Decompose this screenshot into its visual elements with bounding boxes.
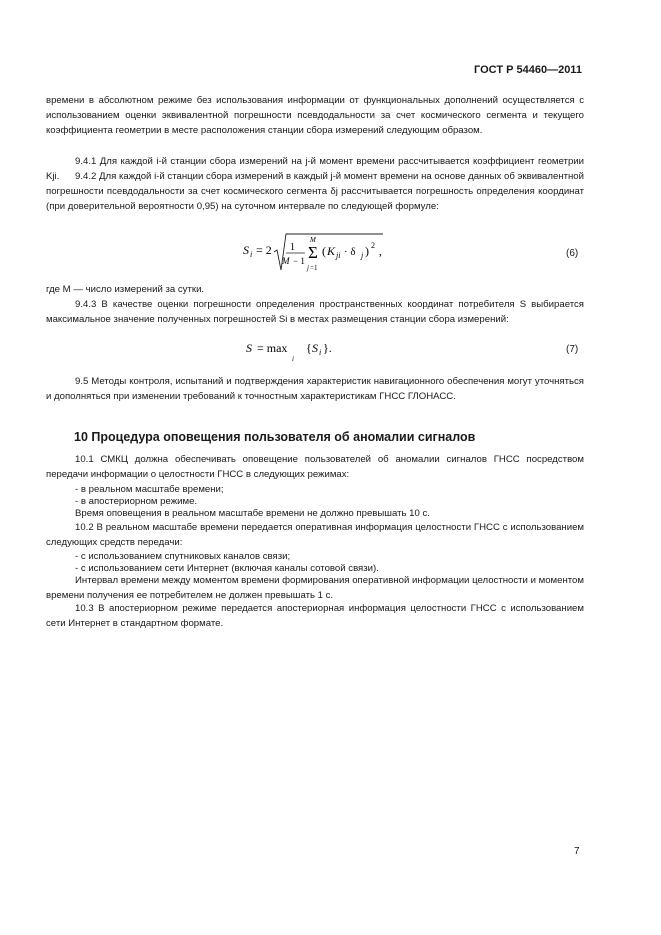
list-item-realtime: - в реальном масштабе времени; xyxy=(75,484,224,495)
equation-6 xyxy=(243,230,393,274)
svg-text:i: i xyxy=(292,355,294,363)
svg-text:S: S xyxy=(243,243,249,257)
svg-text:=1: =1 xyxy=(310,264,318,272)
list-item-internet: - с использованием сети Интернет (включая каналы сотовой связи). xyxy=(75,563,379,574)
equation-6-formula xyxy=(243,230,393,276)
svg-text:K: K xyxy=(327,244,336,258)
svg-text:j: j xyxy=(361,251,364,260)
realtime-notification-limit: Время оповещения в реальном масштабе времени не должно превышать 10 с. xyxy=(75,508,430,519)
equation-7 xyxy=(246,341,346,368)
paragraph-continued: времени в абсолютном режиме без использования информации от функциональных дополнений осуществляется с использованием оценки эквивалентной погрешности псевдодальности за счет космического сегмента и текущего коэффициента геометрии в месте расположения станции сбора измерений следующим образом. xyxy=(46,95,584,137)
svg-text:(: ( xyxy=(322,244,326,258)
list-item-satellite: - с использованием спутниковых каналов связи; xyxy=(75,551,291,562)
paragraph-9-5: 9.5 Методы контроля, испытаний и подтверждения характеристик навигационного обеспечения могут уточняться и дополняться при изменении требований к точностным характеристикам ГНСС ГЛОНАСС. xyxy=(46,376,584,403)
section-10-heading: 10 Процедура оповещения пользователя об аномалии сигналов xyxy=(74,430,476,444)
paragraph-10-2: 10.2 В реальном масштабе времени передается оперативная информация целостности ГНСС с использованием следующих средств передачи: xyxy=(46,522,584,549)
paragraph-9-4-3: 9.4.3 В качестве оценки погрешности определения пространственных координат потребителя S выбирается максимальное значение полученных погрешностей Si в местах размещения станции сбора измерений: xyxy=(46,299,584,326)
equation-7-number: (7) xyxy=(566,344,579,355)
page-number: 7 xyxy=(574,846,580,857)
svg-text:}.: }. xyxy=(323,341,332,355)
paragraph-interval: Интервал времени между моментом времени формирования оперативной информации целостности и моментом времени получения ее потребителем не должен превышать 1 с. xyxy=(46,575,584,602)
svg-text:· δ: · δ xyxy=(344,246,356,258)
svg-text:2: 2 xyxy=(371,241,375,250)
paragraph-9-4-2: 9.4.2 Для каждой i-й станции сбора измерений в каждый j-й момент времени на основе данных об эквивалентной погрешности псевдодальности за счет космического сегмента δj рассчитывается погрешность определения координат (при доверительной вероятности 0,95) на суточном интервале по следующей формуле: xyxy=(46,171,584,213)
where-clause: где M — число измерений за сутки. xyxy=(46,284,205,295)
svg-text:ji: ji xyxy=(336,251,341,260)
svg-text:i: i xyxy=(250,250,253,259)
standard-header: ГОСТ Р 54460—2011 xyxy=(474,64,582,76)
svg-text:i: i xyxy=(319,348,322,357)
svg-text:Σ: Σ xyxy=(308,243,318,262)
paragraph-9-4-1: 9.4.1 Для каждой i-й станции сбора измерений на j-й момент времени рассчитывается коэффициент геометрии Kji. xyxy=(46,156,584,183)
svg-text:): ) xyxy=(365,244,369,258)
svg-text:S: S xyxy=(246,341,252,355)
equation-7-formula xyxy=(246,341,346,365)
equation-6-number: (6) xyxy=(566,248,579,259)
svg-text:1: 1 xyxy=(290,242,295,253)
svg-text:− 1: − 1 xyxy=(293,256,305,266)
svg-text:S: S xyxy=(312,341,318,355)
list-item-aposteriori: - в апостериорном режиме. xyxy=(75,496,198,507)
svg-text:= 2: = 2 xyxy=(256,243,272,257)
svg-text:,: , xyxy=(379,244,382,258)
paragraph-10-3: 10.3 В апостериорном режиме передается апостериорная информация целостности ГНСС с использованием сети Интернет в стандартном формате. xyxy=(46,603,584,630)
svg-text:{: { xyxy=(306,341,312,355)
svg-text:M: M xyxy=(282,256,290,266)
svg-text:= max: = max xyxy=(257,341,288,355)
paragraph-10-1: 10.1 СМКЦ должна обеспечивать оповещение пользователей об аномалии сигналов ГНСС посредством передачи информации о целостности ГНСС в следующих режимах: xyxy=(46,454,584,481)
svg-text:j: j xyxy=(307,264,309,272)
svg-text:M: M xyxy=(310,236,316,244)
